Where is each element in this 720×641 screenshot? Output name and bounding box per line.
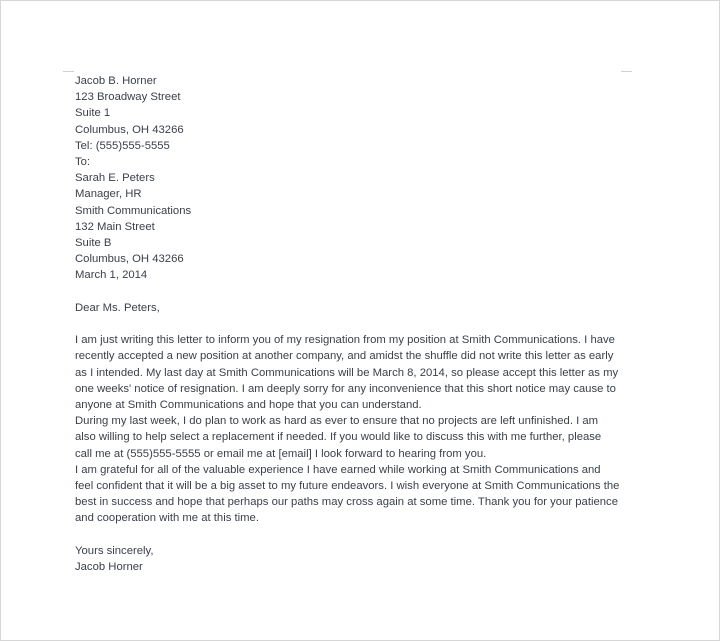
body-line: also willing to help select a replacement if needed. If you would like to discuss this with me further, please bbox=[75, 431, 602, 444]
recipient-title: Manager, HR bbox=[75, 188, 142, 201]
body-paragraph-2 bbox=[75, 413, 623, 462]
closing: Yours sincerely, bbox=[75, 544, 154, 557]
body-line: call me at (555)555-5555 or email me at [email] I look forward to hearing from you. bbox=[75, 447, 487, 460]
recipient-block bbox=[75, 170, 623, 267]
recipient-suite: Suite B bbox=[75, 237, 112, 250]
sender-city-state-zip: Columbus, OH 43266 bbox=[75, 123, 184, 136]
body-paragraph-3 bbox=[75, 462, 623, 527]
spacer bbox=[75, 284, 623, 300]
body-paragraph-1 bbox=[75, 332, 623, 413]
spacer bbox=[75, 527, 623, 543]
sender-block bbox=[75, 73, 623, 154]
sender-street: 123 Broadway Street bbox=[75, 91, 181, 104]
sender-tel: Tel: (555)555-5555 bbox=[75, 139, 170, 152]
body-line: During my last week, I do plan to work as hard as ever to ensure that no projects are left unfinished. I am bbox=[75, 415, 599, 428]
signature: Jacob Horner bbox=[75, 561, 143, 574]
body-line: feel confident that it will be a big asset to my future endeavors. I wish everyone at Smith Communications the bbox=[75, 480, 620, 493]
recipient-street: 132 Main Street bbox=[75, 220, 155, 233]
body-line: I am grateful for all of the valuable experience I have earned while working at Smith Communications and bbox=[75, 463, 601, 476]
body-line: and cooperation with me at this time. bbox=[75, 512, 259, 525]
margin-corner-mark-top-left bbox=[63, 71, 74, 72]
body-line: recently accepted a new position at another company, and amidst the shuffle did not write this letter as early bbox=[75, 350, 614, 363]
salutation: Dear Ms. Peters, bbox=[75, 301, 160, 314]
body-line: I am just writing this letter to inform you of my resignation from my position at Smith Communications. I have bbox=[75, 334, 615, 347]
sender-name: Jacob B. Horner bbox=[75, 75, 157, 87]
body-line: as I intended. My last day at Smith Communications will be March 8, 2014, so please accept this letter as my bbox=[75, 366, 619, 379]
sender-suite: Suite 1 bbox=[75, 107, 111, 120]
spacer bbox=[75, 316, 623, 332]
body-line: anyone at Smith Communications and hope that you can understand. bbox=[75, 399, 422, 412]
letter-date: March 1, 2014 bbox=[75, 269, 148, 282]
to-label: To: bbox=[75, 156, 91, 169]
recipient-city-state-zip: Columbus, OH 43266 bbox=[75, 253, 184, 266]
margin-corner-mark-top-right bbox=[621, 71, 632, 72]
recipient-company: Smith Communications bbox=[75, 204, 192, 217]
recipient-name: Sarah E. Peters bbox=[75, 172, 155, 185]
body-line: one weeks' notice of resignation. I am deeply sorry for any inconvenience that this short notice may cause to bbox=[75, 382, 616, 395]
body-line: best in success and hope that perhaps our paths may cross again at some time. Thank you for your patience bbox=[75, 496, 618, 509]
resignation-letter bbox=[75, 73, 623, 575]
